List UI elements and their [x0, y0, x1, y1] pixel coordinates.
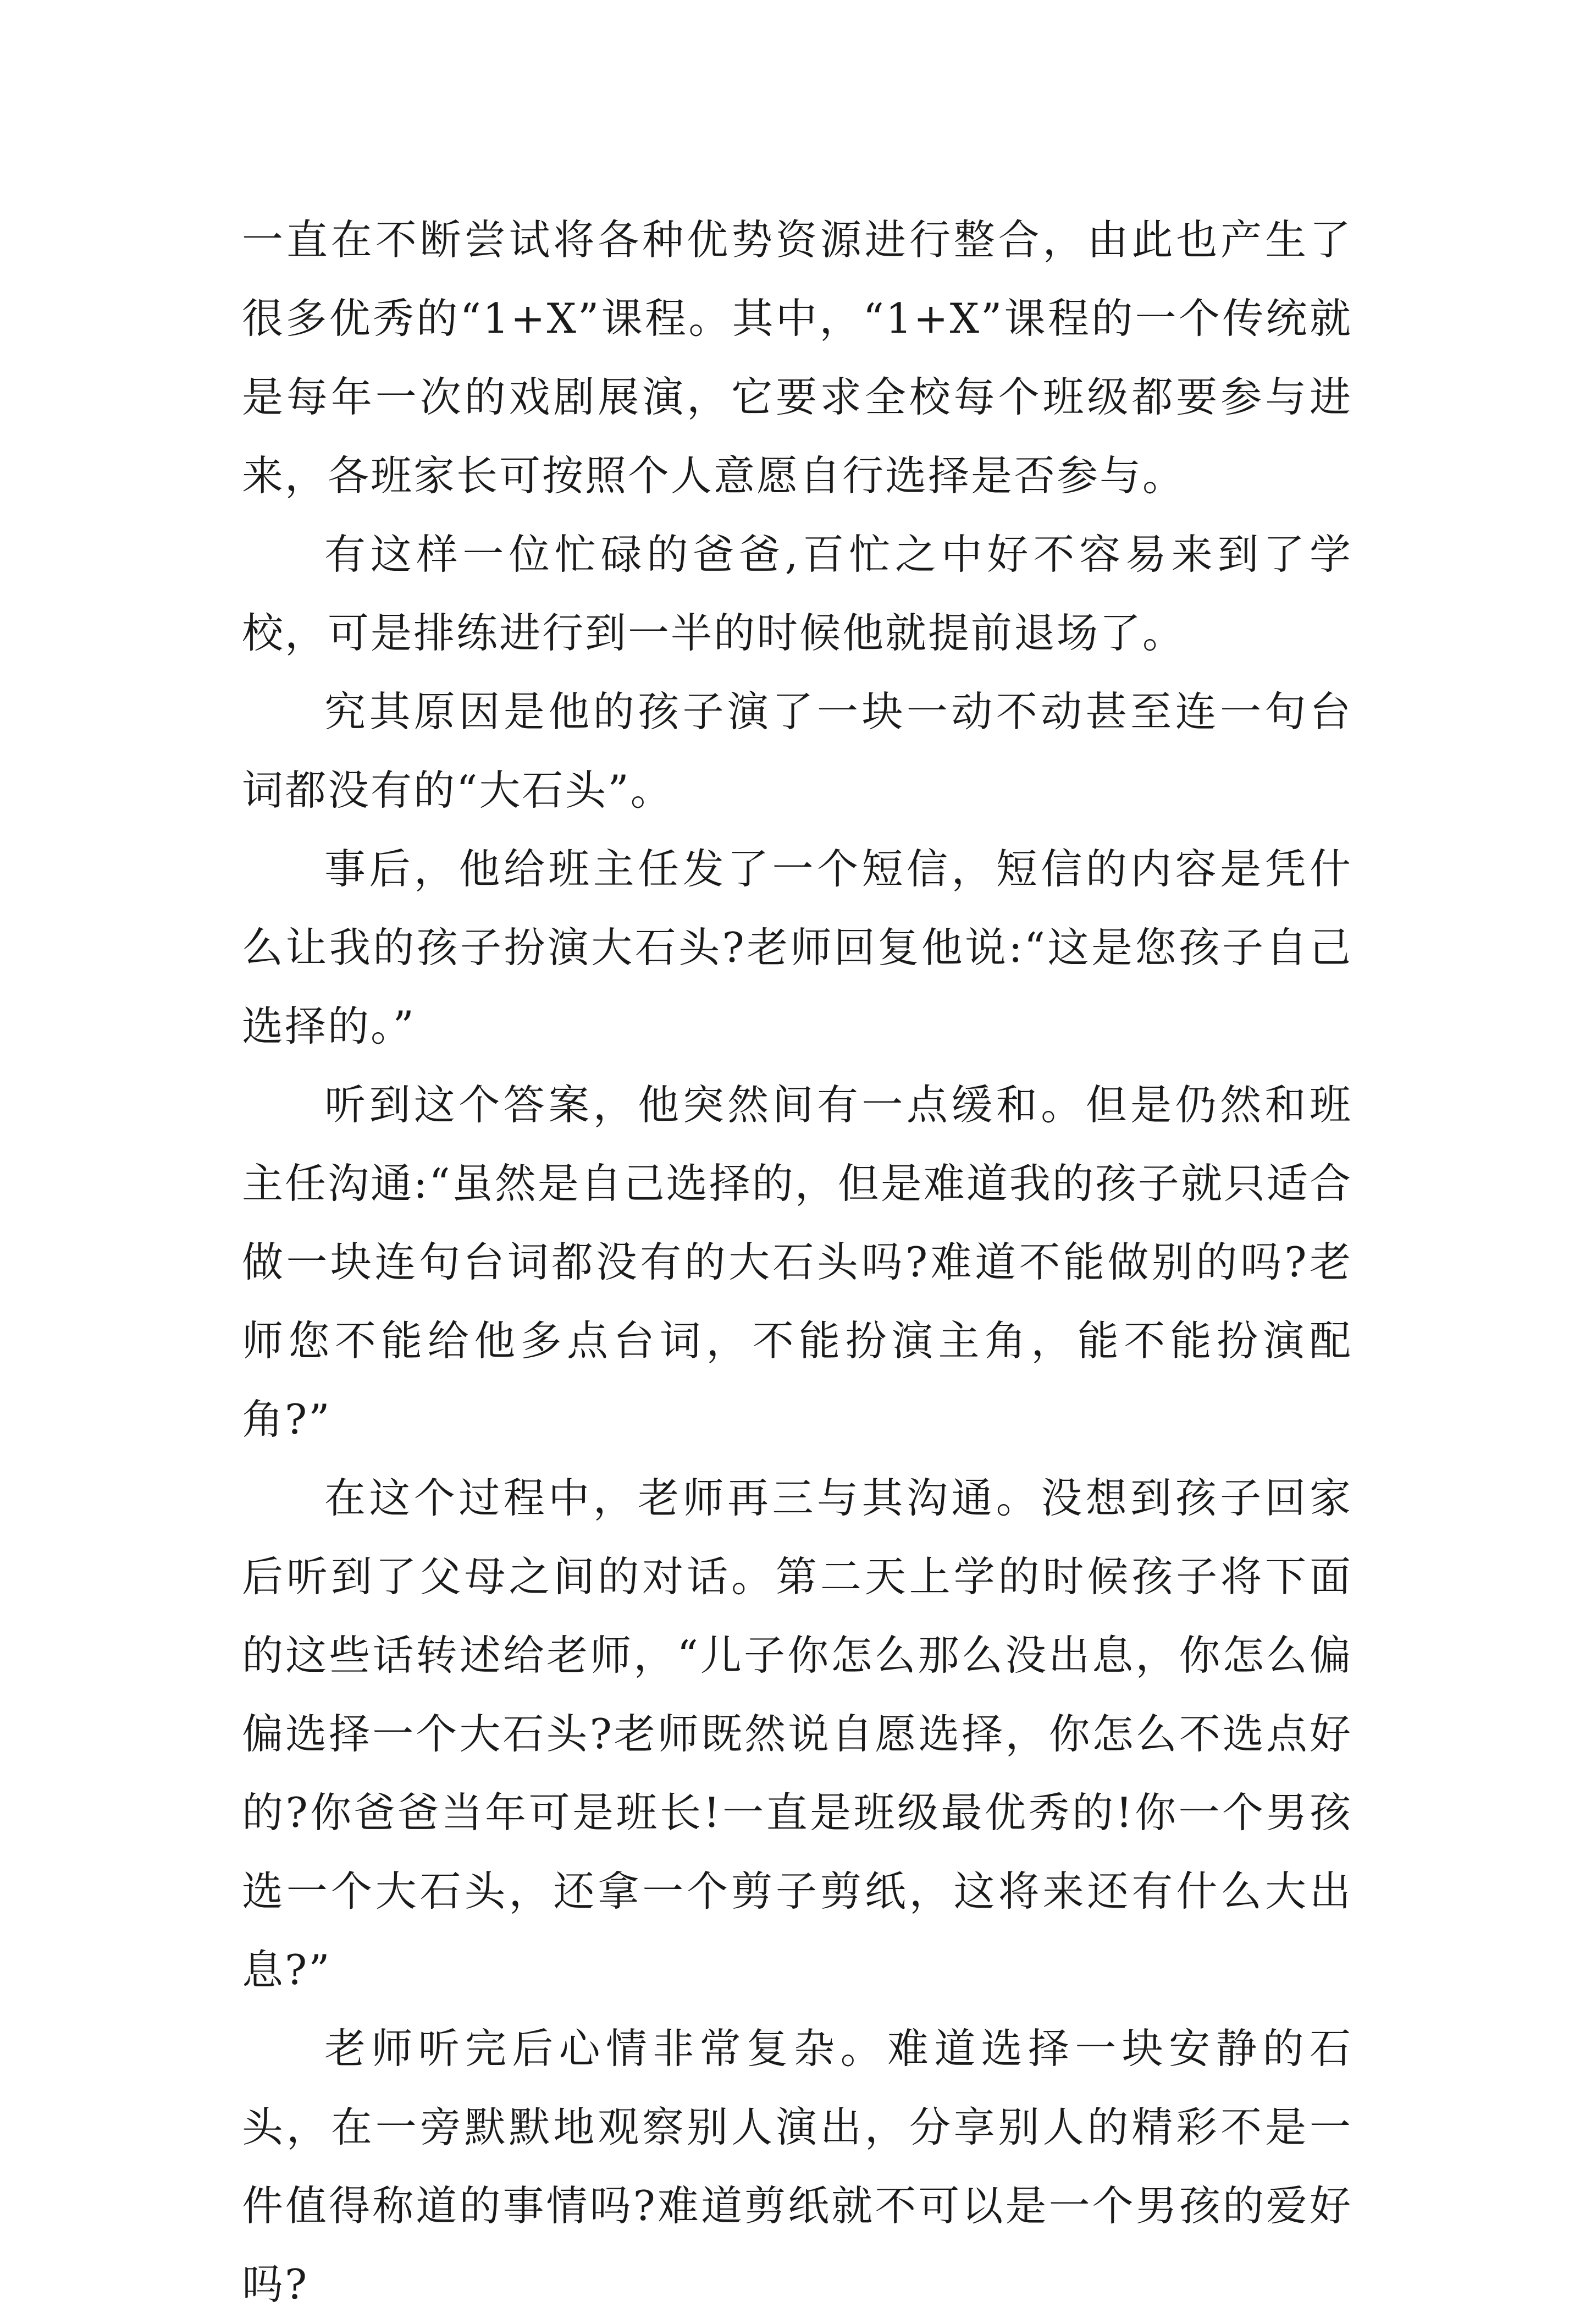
paragraph: 一直在不断尝试将各种优势资源进行整合，由此也产生了很多优秀的“1+X”课程。其中，“1+X”课程的一个传统就是每年一次的戏剧展演，它要求全校每个班级都要参与进来，各班家长可按照个人意愿自行选择是否参与。: [242, 216, 1352, 500]
document-body: [242, 201, 1352, 2324]
paragraph: 听到这个答案，他突然间有一点缓和。但是仍然和班主任沟通:“虽然是自己选择的，但是难道我的孩子就只适合做一块连句台词都没有的大石头吗?难道不能做别的吗?老师您不能给他多点台词，不能扮演主角，能不能扮演配角?”: [242, 1081, 1352, 1444]
paragraph: 究其原因是他的孩子演了一块一动不动甚至连一句台词都没有的“大石头”。: [242, 687, 1352, 814]
paragraph: 事后，他给班主任发了一个短信，短信的内容是凭什么让我的孩子扮演大石头?老师回复他说:“这是您孩子自己选择的。”: [242, 845, 1352, 1050]
paragraph: 老师听完后心情非常复杂。难道选择一块安静的石头，在一旁默默地观察别人演出，分享别人的精彩不是一件值得称道的事情吗?难道剪纸就不可以是一个男孩的爱好吗?: [242, 2024, 1352, 2309]
paragraph: 在这个过程中，老师再三与其沟通。没想到孩子回家后听到了父母之间的对话。第二天上学的时候孩子将下面的这些话转述给老师，“儿子你怎么那么没出息，你怎么偏偏选择一个大石头?老师既然说自愿选择，你怎么不选点好的?你爸爸当年可是班长!一直是班级最优秀的!你一个男孩选一个大石头，还拿一个剪子剪纸，这将来还有什么大出息?”: [242, 1474, 1352, 1994]
paragraph: 有这样一位忙碌的爸爸,百忙之中好不容易来到了学校，可是排练进行到一半的时候他就提前退场了。: [242, 530, 1352, 657]
